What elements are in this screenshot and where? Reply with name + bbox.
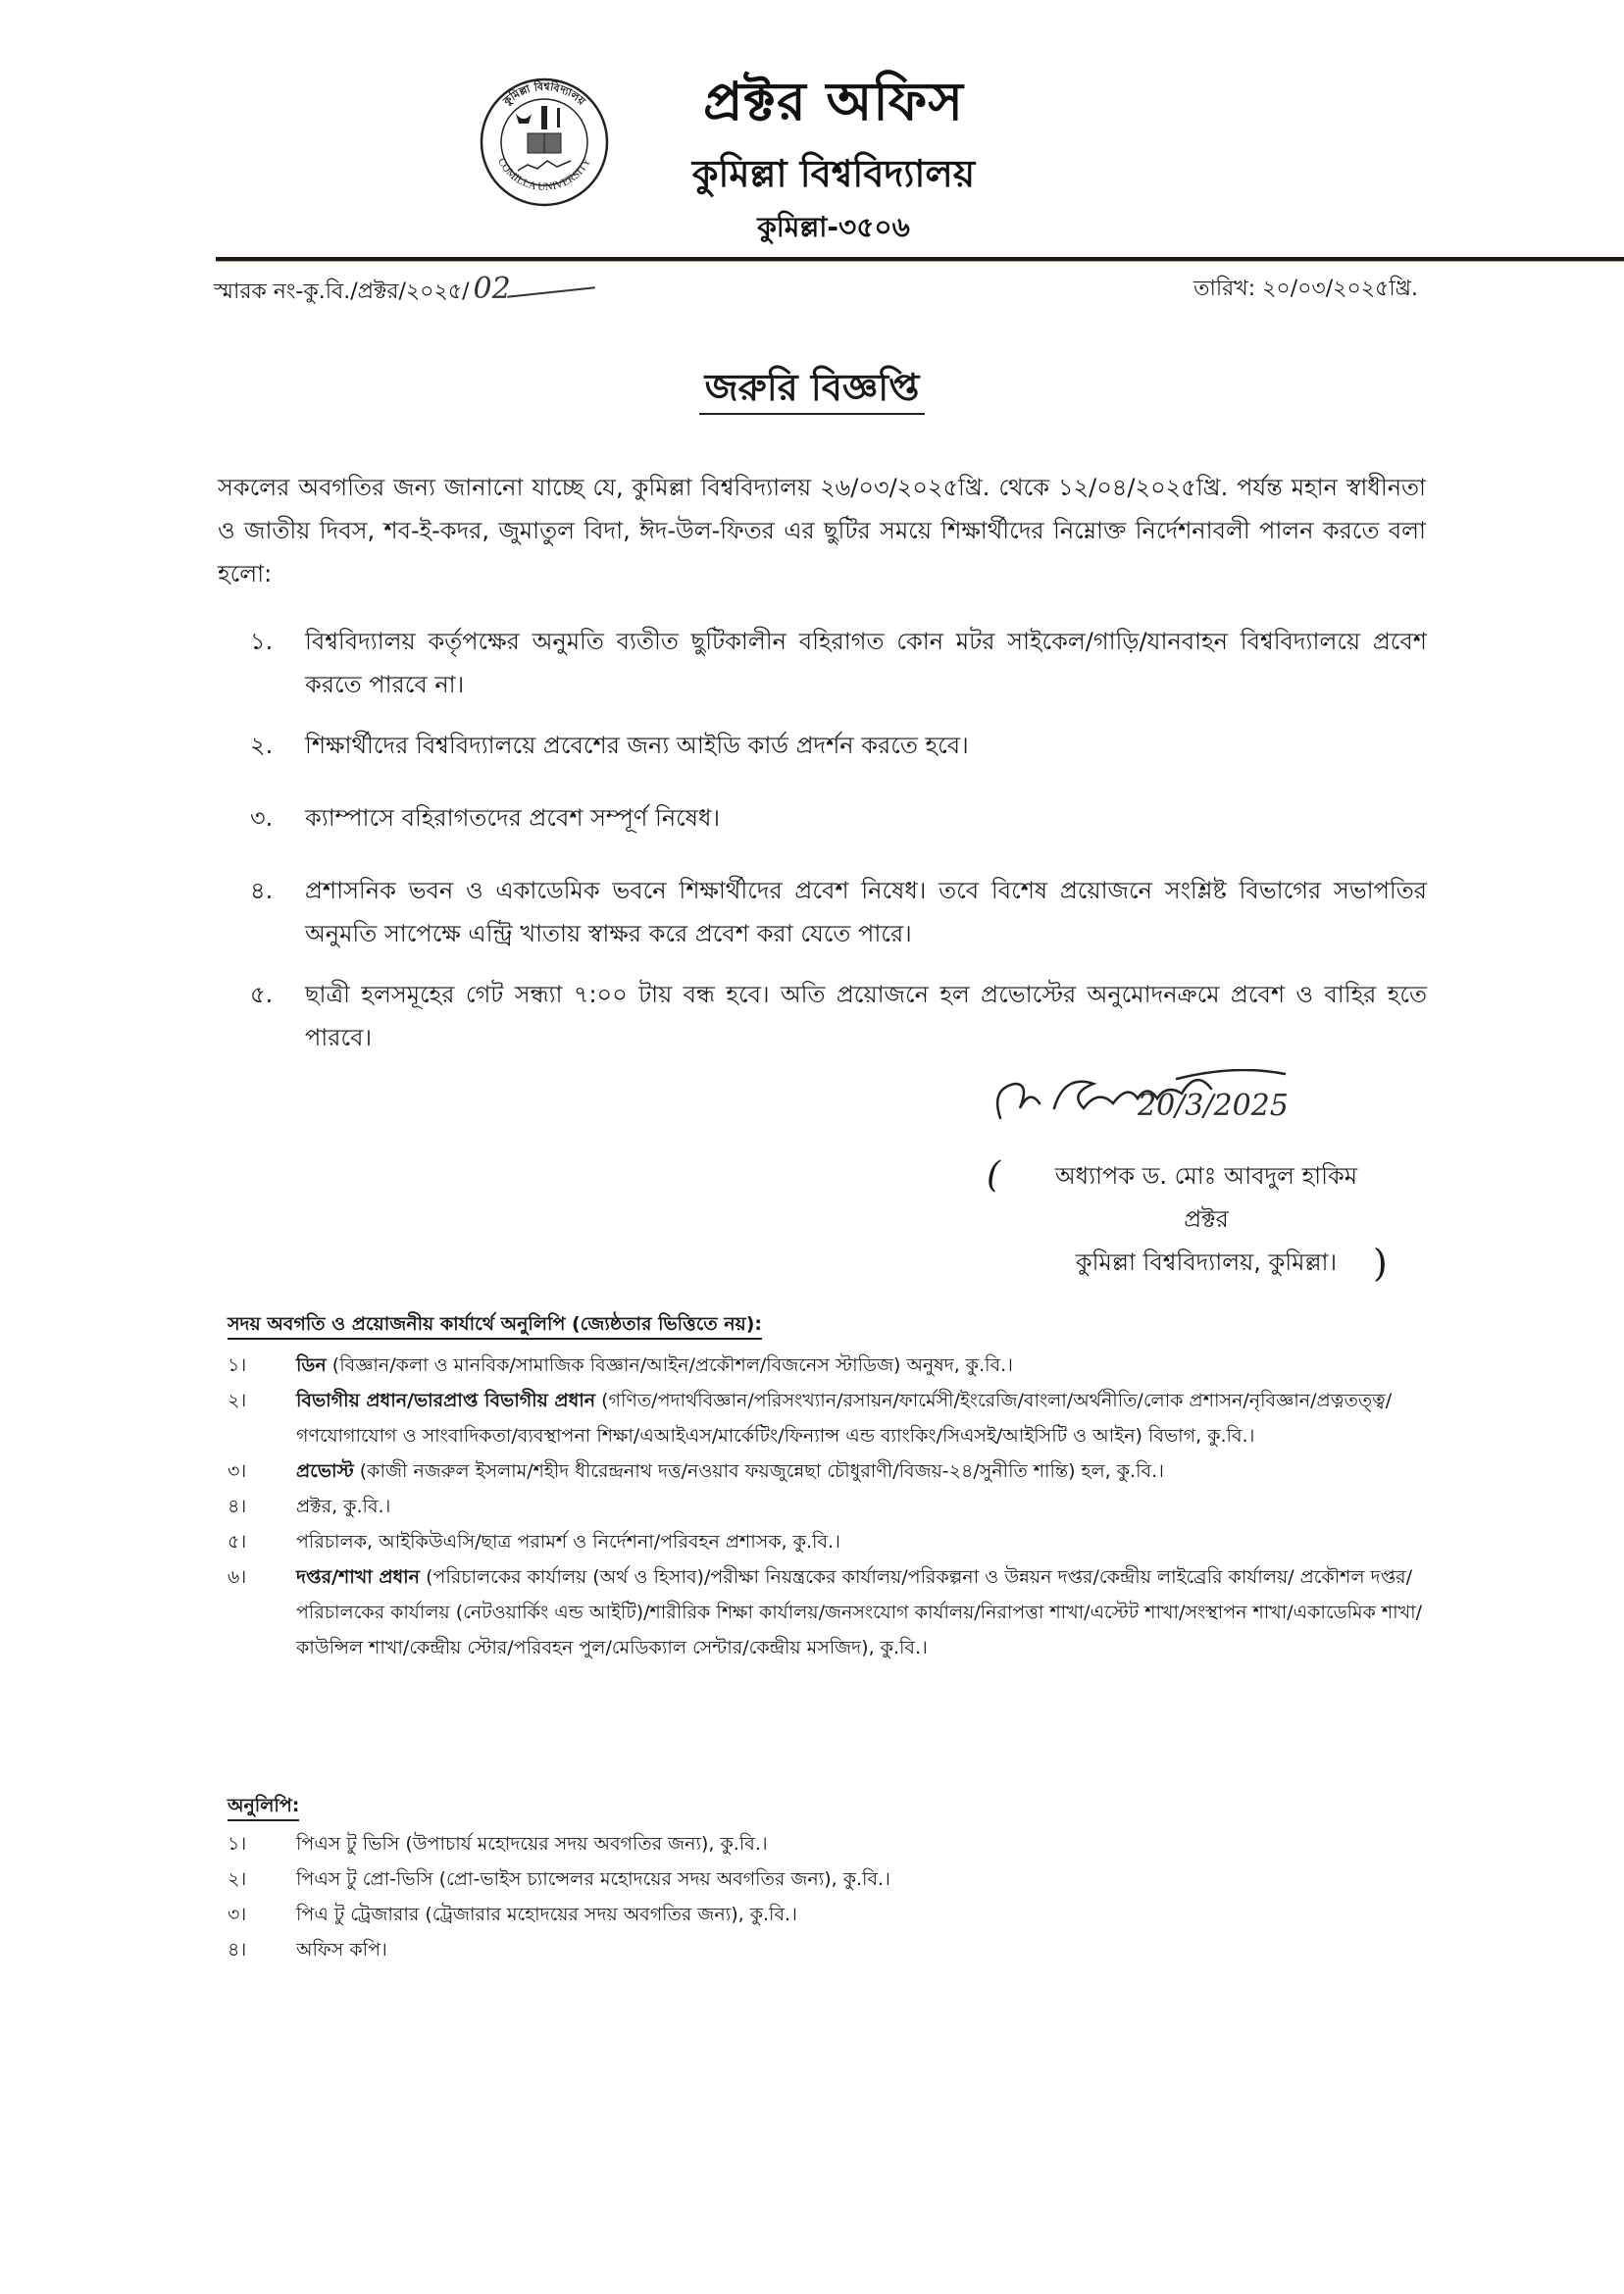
item-number: ৬। [228,1566,247,1588]
memo-reference [214,272,595,311]
rule-item [250,973,1427,1059]
item-number: ৫। [228,1531,247,1553]
rule-text: ক্যাম্পাসে বহিরাগতদের প্রবেশ সম্পূর্ণ নিষেধ। [305,804,721,832]
item-text: (পরিচালকের কার্যালয় (অর্থ ও হিসাব)/পরীক্ষা নিয়ন্ত্রকের কার্যালয়/পরিকল্পনা ও উন্নয়ন দপ্তর/কেন্দ্রীয় লাইব্রেরি কার্যালয়/ প্রকৌশল দপ্তর/পরিচালকের কার্যালয় (নেটওয়ার্কিং এন্ড আইটি)/শারীরিক শিক্ষা কার্যালয়/জনসংযোগ কার্যালয়/নিরাপত্তা শাখা/এস্টেট শাখা/সংস্থাপন শাখা/একাডেমিক শাখা/কাউন্সিল শাখা/কেন্দ্রীয় স্টোর/পরিবহন পুল/মেডিক্যাল সেন্টার/কেন্দ্রীয় মসজিদ), কু.বি.। [296,1566,1423,1658]
item-text: পিএস টু ভিসি (উপাচার্য মহোদয়ের সদয় অবগতির জন্য), কু.বি.। [296,1833,768,1855]
item-text: পিএস টু প্রো-ভিসি (প্রো-ভাইস চ্যান্সেলর মহোদয়ের সদয় অবগতির জন্য), কু.বি.। [296,1868,890,1890]
rule-text: বিশ্ববিদ্যালয় কর্তৃপক্ষের অনুমতি ব্যতীত ছুটিকালীন বহিরাগত কোন মটর সাইকেল/গাড়ি/যানবাহন বিশ্ববিদ্যালয়ে প্রবেশ করতে পারবে না। [305,628,1427,698]
rule-text: ছাত্রী হলসমূহের গেট সন্ধ্যা ৭:০০ টায় বন্ধ হবে। অতি প্রয়োজনে হল প্রভোস্টের অনুমোদনক্রমে প্রবেশ ও বাহির হতে পারবে। [305,981,1427,1051]
item-number: ৩। [228,1460,247,1482]
close-bracket: ) [1373,1242,1388,1285]
memo-ref-printed: স্মারক নং-কু.বি./প্রক্টর/২০২৫/ [214,280,470,304]
copies-heading: অনুলিপি: [228,1792,299,1821]
notice-title: জরুরি বিজ্ঞপ্তি [699,366,926,415]
rule-number: ৪. [250,877,274,904]
rules-list [250,620,1427,1077]
signatory-block [990,1154,1422,1284]
notice-intro: সকলের অবগতির জন্য জানানো যাচ্ছে যে, কুমিল্লা বিশ্ববিদ্যালয় ২৬/০৩/২০২৫খ্রি. থেকে ১২/০৪/২০২৫খ্রি. পর্যন্ত মহান স্বাধীনতা ও জাতীয় দিবস, শব-ই-কদর, জুমাতুল বিদা, ঈদ-উল-ফিতর এর ছুটির সময়ে শিক্ষার্থীদের নিম্নোক্ত নির্দেশনাবলী পালন করতে বলা হলো: [218,474,1426,587]
item-number: ১। [228,1354,247,1376]
item-text: (কাজী নজরুল ইসলাম/শহীদ ধীরেন্দ্রনাথ দত্ত/নওয়াব ফয়জুন্নেছা চৌধুরাণী/বিজয়-২৪/সুনীতি শান্তি) হল, কু.বি.। [353,1460,1164,1482]
distribution-item [228,1453,1424,1489]
item-text: প্রক্টর, কু.বি.। [296,1496,391,1517]
item-bold: বিভাগীয় প্রধান/ভারপ্রাপ্ত বিভাগীয় প্রধান [296,1390,596,1411]
copies-list [228,1826,1424,1967]
item-bold: ডিন [296,1354,327,1376]
signature-date: 20/3/2025 [1138,1089,1289,1123]
distribution-item [228,1559,1424,1665]
rule-item [250,869,1427,955]
distribution-heading: সদয় অবগতি ও প্রয়োজনীয় কার্যার্থে অনুলিপি (জ্যেষ্ঠতার ভিত্তিতে নয়): [228,1310,762,1340]
item-number: ৪। [228,1939,247,1961]
item-number: ৩। [228,1904,247,1925]
item-text: পিএ টু ট্রেজারার (ট্রেজারার মহোদয়ের সদয় অবগতির জন্য), কু.বি.। [296,1904,797,1925]
item-bold: প্রভোস্ট [296,1460,354,1482]
rule-number: ১. [250,628,274,655]
copy-item [228,1932,1424,1967]
item-number: ২। [228,1390,247,1411]
city-postcode: কুমিল্লা-৩৫০৬ [757,211,910,243]
svg-text:COMILLA UNIVERSITY [495,156,593,193]
item-number: ৪। [228,1496,247,1517]
item-text: (গণিত/পদার্থবিজ্ঞান/পরিসংখ্যান/রসায়ন/ফার্মেসী/ইংরেজি/বাংলা/অর্থনীতি/লোক প্রশাসন/নৃবিজ্ঞান/প্রত্নতত্ত্ব/গণযোগাযোগ ও সাংবাদিকতা/ব্যবস্থাপনা শিক্ষা/এআইএস/মার্কেটিং/ফিন্যান্স এন্ড ব্যাংকিং/সিএসই/আইসিটি ও আইন) বিভাগ, কু.বি.। [296,1390,1393,1447]
university-name: কুমিল্লা বিশ্ববিদ্যালয় [691,152,976,195]
svg-text:কুমিল্লা বিশ্ববিদ্যালয় [500,79,588,109]
handwritten-stroke [507,286,595,297]
rule-item [250,620,1427,706]
rule-number: ৫. [250,981,274,1008]
header-divider [216,257,1624,262]
memo-date: তারিখ: ২০/০৩/২০২৫খ্রি. [1193,277,1418,301]
signatory-designation: প্রক্টর [1184,1205,1229,1233]
seal-text-top: কুমিল্লা বিশ্ববিদ্যালয় [500,79,588,108]
signatory-institution: কুমিল্লা বিশ্ববিদ্যালয়, কুমিল্লা। [1075,1249,1338,1276]
copy-item [228,1897,1424,1932]
distribution-list [228,1348,1424,1665]
seal-text-bottom: COMILLA UNIVERSITY [494,156,594,193]
item-number: ১। [228,1833,247,1855]
rule-item [250,724,1427,767]
rule-text: শিক্ষার্থীদের বিশ্ববিদ্যালয়ে প্রবেশের জন্য আইডি কার্ড প্রদর্শন করতে হবে। [305,732,969,759]
distribution-item [228,1348,1424,1383]
university-seal-logo [479,76,610,208]
item-number: ২। [228,1868,247,1890]
rule-item [250,796,1427,840]
item-text: অফিস কপি। [296,1939,387,1961]
copy-item [228,1826,1424,1861]
rule-number: ২. [250,732,274,759]
item-text: পরিচালক, আইকিউএসি/ছাত্র পরামর্শ ও নির্দেশনা/পরিবহন প্রশাসক, কু.বি.। [296,1531,840,1553]
signatory-name: অধ্যাপক ড. মোঃ আবদুল হাকিম [1054,1162,1358,1190]
distribution-item [228,1524,1424,1559]
rule-number: ৩. [250,804,274,832]
distribution-item [228,1489,1424,1524]
item-bold: দপ্তর/শাখা প্রধান [296,1566,421,1588]
rule-text: প্রশাসনিক ভবন ও একাডেমিক ভবনে শিক্ষার্থীদের প্রবেশ নিষেধ। তবে বিশেষ প্রয়োজনে সংশ্লিষ্ট বিভাগের সভাপতির অনুমতি সাপেক্ষে এন্ট্রি খাতায় স্বাক্ষর করে প্রবেশ করা যেতে পারে। [305,877,1427,947]
notice-title-wrap [0,359,1624,422]
open-bracket: ( [987,1155,1001,1196]
distribution-item [228,1383,1424,1453]
office-title: প্রক্টর অফিস [703,71,964,132]
copy-item [228,1861,1424,1897]
memo-ref-handwritten: 02 [473,272,511,306]
item-text: (বিজ্ঞান/কলা ও মানবিক/সামাজিক বিজ্ঞান/আইন/প্রকৌশল/বিজনেস স্টাডিজ) অনুষদ, কু.বি.। [326,1354,1013,1376]
